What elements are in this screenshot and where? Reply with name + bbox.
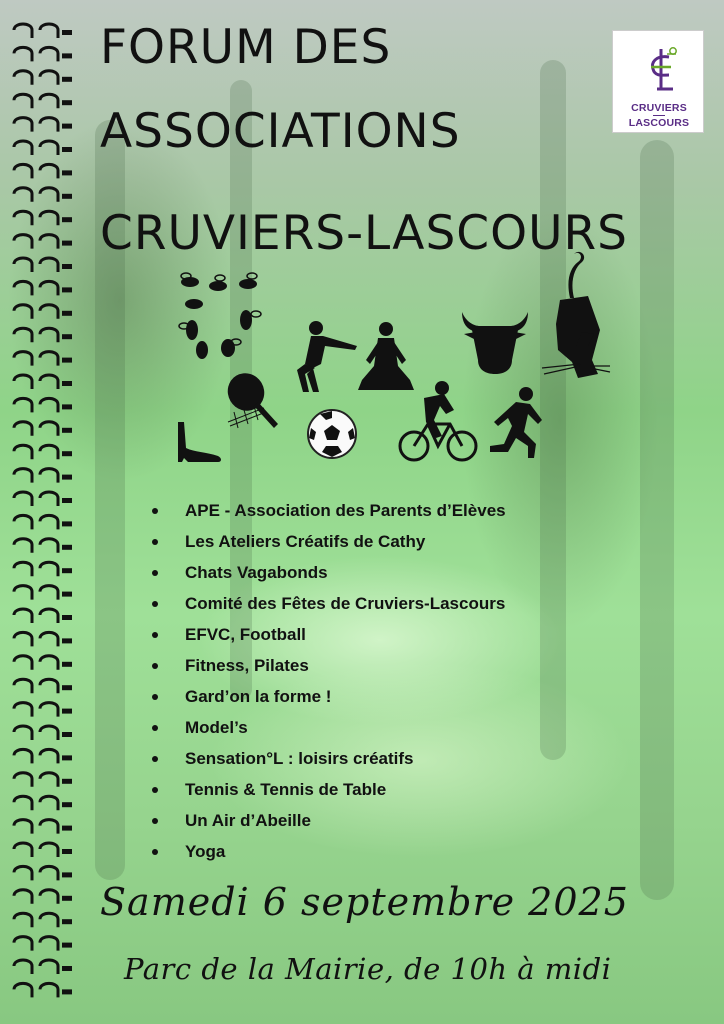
spiral-loop [14,843,72,857]
spiral-loop [14,118,72,132]
cyclist-icon [398,380,478,464]
spiral-loop [14,796,72,810]
spiral-loop [14,562,72,576]
spiral-loop [14,398,72,412]
spiral-loop [14,422,72,436]
association-item: Un Air d’Abeille [150,810,506,841]
spiral-loop [14,937,72,951]
high-heel-shoe-icon [174,418,222,464]
logo-divider [653,115,665,116]
spiral-loop [14,71,72,85]
runner-icon [486,386,550,462]
spiral-loop [14,492,72,506]
bees-icon [172,268,268,364]
association-item: Sensation°L : loisirs créatifs [150,748,506,779]
poster-title-line-1: FORUM DES [100,20,392,75]
spiral-loop [14,773,72,787]
poster-title-line-3: CRUVIERS-LASCOURS [100,206,628,261]
association-item: Comité des Fêtes de Cruviers-Lascours [150,593,506,624]
spiral-loop [14,24,72,38]
spiral-loop [14,609,72,623]
event-date: Samedi 6 septembre 2025 [100,880,629,924]
spiral-loop [14,281,72,295]
cat-icon [540,250,614,384]
spiral-loop [14,866,72,880]
logo-mark-icon [643,45,677,93]
spiral-loop [14,188,72,202]
spiral-loop [14,47,72,61]
spiral-loop [14,632,72,646]
spiral-loop [14,164,72,178]
association-item: Fitness, Pilates [150,655,506,686]
association-item: Les Ateliers Créatifs de Cathy [150,531,506,562]
spiral-loop [14,679,72,693]
spiral-loop [14,890,72,904]
spiral-binding [10,18,74,1008]
spiral-loop [14,960,72,974]
association-item: Gard’on la forme ! [150,686,506,717]
spiral-loop [14,703,72,717]
association-item: Model’s [150,717,506,748]
spiral-loop [14,726,72,740]
poster-title-line-2: ASSOCIATIONS [100,104,461,159]
spiral-loop [14,211,72,225]
spiral-loop [14,656,72,670]
spiral-loop [14,258,72,272]
spiral-loop [14,445,72,459]
spiral-loop [14,913,72,927]
association-list [150,500,506,872]
logo-text-lascours: LASCOURS [628,117,690,129]
association-item: Yoga [150,841,506,872]
spiral-loop [14,586,72,600]
spiral-loop [14,749,72,763]
event-place: Parc de la Mairie, de 10h à midi [124,952,612,986]
town-logo [612,30,704,133]
association-item: Chats Vagabonds [150,562,506,593]
spiral-loop [14,983,72,997]
spiral-loop [14,375,72,389]
spiral-loop [14,515,72,529]
soccer-ball-icon [306,408,358,460]
spiral-loop [14,305,72,319]
spiral-loop [14,141,72,155]
spiral-loop [14,235,72,249]
squat-figure-icon [283,320,359,396]
spiral-loop [14,539,72,553]
spiral-loop [14,352,72,366]
spiral-loop [14,94,72,108]
association-item: APE - Association des Parents d’Elèves [150,500,506,531]
bull-head-icon [458,310,532,376]
logo-text-cruviers: CRUVIERS [631,102,687,114]
spiral-loop [14,469,72,483]
association-item: EFVC, Football [150,624,506,655]
spiral-loop [14,328,72,342]
tennis-racket-icon [224,372,280,430]
spiral-loop [14,820,72,834]
association-item: Tennis & Tennis de Table [150,779,506,810]
